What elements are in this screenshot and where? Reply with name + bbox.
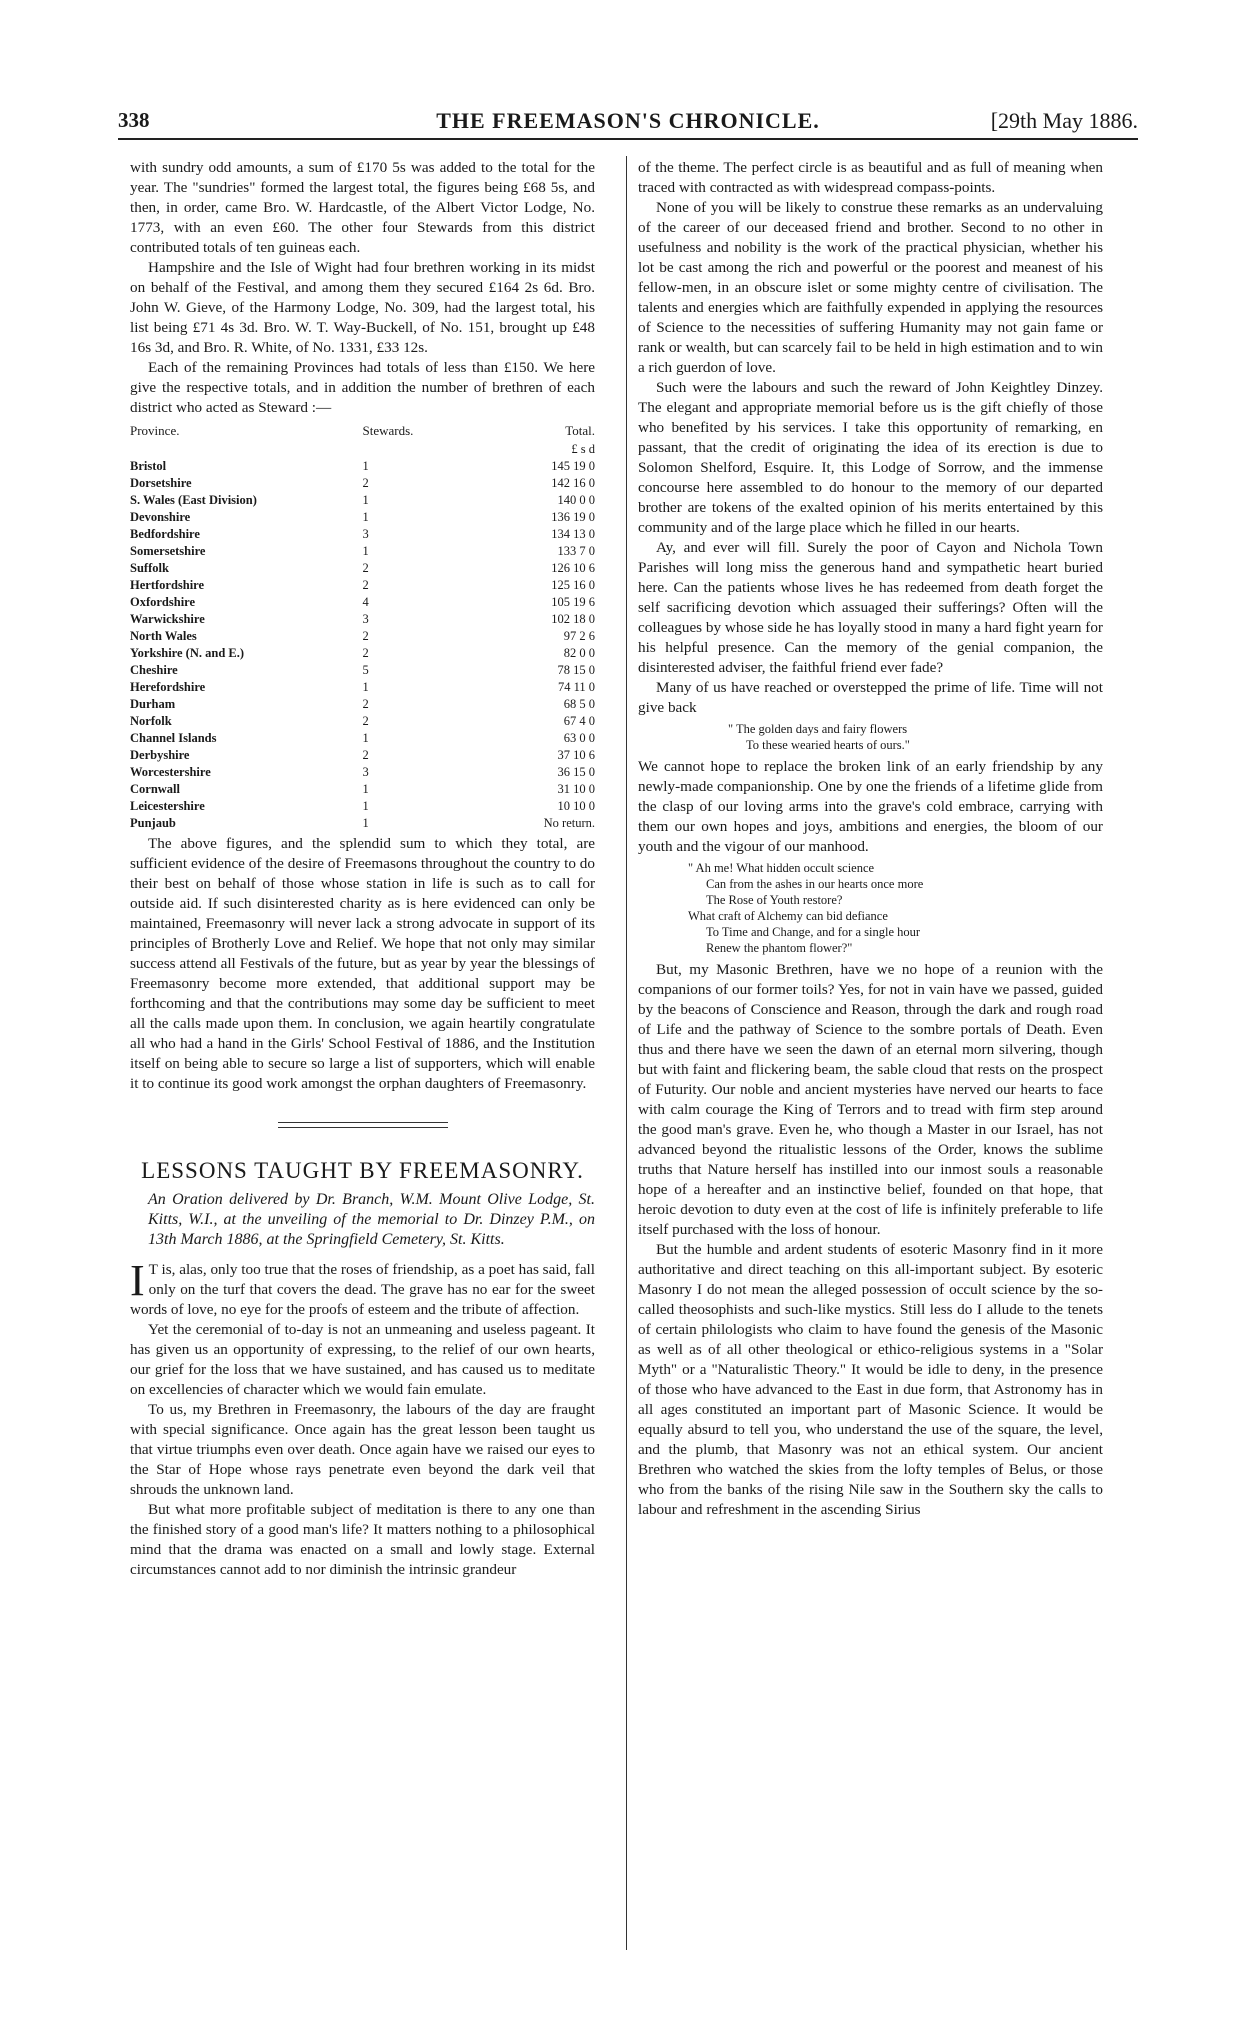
table-row (130, 577, 595, 594)
province-stewards-table (130, 422, 595, 832)
stewards-cell: 5 (362, 663, 369, 677)
opening-text: T is, alas, only too true that the roses of friendship, as a poet has said, fall only on the turf that covers the dead. The grave has no ear for the sweet words of love, no eye for the proofs of esteem and the tribute of affection. (130, 1261, 595, 1318)
table-row (130, 730, 595, 747)
table-row (130, 628, 595, 645)
paragraph: Many of us have reached or overstepped the prime of life. Time will not give back (638, 679, 1103, 716)
total-cell: 37 10 6 (557, 748, 595, 762)
right-column (638, 158, 1103, 1948)
total-cell: 136 19 0 (551, 510, 595, 524)
total-cell: 105 19 6 (551, 595, 595, 609)
province-cell: Leicestershire (130, 799, 205, 813)
stewards-cell: 1 (362, 816, 369, 830)
article-subheading: An Oration delivered by Dr. Branch, W.M. Mount Olive Lodge, St. Kitts, W.I., at the unveiling of the memorial to Dr. Dinzey P.M., on 13th March 1886, at the Springfield Cemetery, St. Kitts. (148, 1191, 595, 1248)
province-cell: Durham (130, 697, 176, 711)
stewards-cell: 2 (362, 646, 369, 660)
verse-line: Can from the ashes in our hearts once more (706, 877, 924, 891)
column-header-province: Province. (130, 423, 180, 438)
drop-cap: I (130, 1256, 145, 1305)
paragraph: Hampshire and the Isle of Wight had four brethren working in its midst on behalf of the Festival, and among them they secured £164 2s 6d. Bro. John W. Gieve, of the Harmony Lodge, No. 309, had the largest total, his list being £71 4s 3d. Bro. W. T. Way-Buckell, of No. 151, brought up £48 16s 3d, and Bro. R. White, of No. 1331, £33 12s. (130, 259, 595, 356)
verse-quote (638, 721, 1103, 753)
paragraph: None of you will be likely to construe these remarks as an undervaluing of the career of our deceased friend and brother. Second to no other in usefulness and nobility is the work of the practical physician, whether his lot be cast among the rich and powerful or the poorest and meanest of his fellow-men, in an obscure islet or some mighty centre of civilisation. The talents and energies which are faithfully expended in applying the resources of Science to the necessities of suffering Humanity may not gain fame or rank or wealth, but can scarcely fail to be held in high estimation and to win a rich guerdon of love. (638, 199, 1103, 376)
stewards-cell: 2 (362, 748, 369, 762)
verse-line: To these wearied hearts of ours." (746, 738, 910, 752)
stewards-cell: 3 (362, 612, 369, 626)
total-cell: 97 2 6 (563, 629, 595, 643)
table-row (130, 781, 595, 798)
province-cell: Herefordshire (130, 680, 206, 694)
stewards-cell: 4 (362, 595, 369, 609)
section-divider (278, 1122, 448, 1128)
table-row (130, 713, 595, 730)
province-cell: Bedfordshire (130, 527, 200, 541)
table-row (130, 645, 595, 662)
province-cell: Derbyshire (130, 748, 190, 762)
table-row (130, 526, 595, 543)
publication-title: THE FREEMASON'S CHRONICLE. (436, 108, 820, 133)
province-cell: Dorsetshire (130, 476, 192, 490)
table-row (130, 594, 595, 611)
stewards-cell: 2 (362, 714, 369, 728)
paragraph: But the humble and ardent students of esoteric Masonry find in it more authoritative and direct teaching on this all-important subject. By esoteric Masonry I do not mean the alleged possession of occult science by the so-called theosophists and such-like mystics. Still less do I allude to the tenets of certain philologists who claim to have found the genesis of the Masonic as well as of all other theological or ethico-religious systems in a "Solar Myth" or a "Naturalistic Theory." It would be idle to deny, in the presence of those who have advanced to the East in due form, that Astronomy has in all ages constituted an important part of Masonic Science. It would be equally absurd to tell you, who understand the use of the square, the level, and the plumb, that Masonry was not an ethical system. Our ancient Brethren who watched the skies from the lofty temples of Belus, or those who from the banks of the rising Nile saw in the Southern sky the calls to labour and refreshment in the ascending Sirius (638, 1241, 1103, 1518)
table-row (130, 543, 595, 560)
total-cell: No return. (543, 816, 595, 830)
stewards-cell: 2 (362, 561, 369, 575)
column-header-total: Total. (565, 423, 595, 438)
province-cell: Yorkshire (N. and E.) (130, 646, 245, 660)
stewards-cell: 2 (362, 578, 369, 592)
table-body (130, 458, 595, 832)
table-row (130, 679, 595, 696)
province-cell: Norfolk (130, 714, 172, 728)
province-cell: Somersetshire (130, 544, 206, 558)
province-cell: North Wales (130, 629, 197, 643)
province-cell: Warwickshire (130, 612, 205, 626)
paragraph: But what more profitable subject of meditation is there to any one than the finished story of a good man's life? It matters nothing to a philosophical mind that the drama was enacted on a small and lowly stage. External circumstances cannot add to nor diminish the intrinsic grandeur (130, 1501, 595, 1578)
stewards-cell: 1 (362, 799, 369, 813)
total-cell: 142 16 0 (551, 476, 595, 490)
total-cell: 82 0 0 (563, 646, 595, 660)
table-row (130, 611, 595, 628)
paragraph: To us, my Brethren in Freemasonry, the labours of the day are fraught with special significance. Once again has the great lesson been taught us that virtue triumphs even over death. Once again have we raised our eyes to the Star of Hope whose rays penetrate even beyond the dark veil that shrouds the unknown land. (130, 1401, 595, 1498)
total-cell: 125 16 0 (551, 578, 595, 592)
total-cell: 36 15 0 (557, 765, 595, 779)
opening-paragraph (130, 1256, 595, 1320)
verse-line: " The golden days and fairy flowers (728, 722, 908, 736)
stewards-cell: 1 (362, 731, 369, 745)
paragraph: We cannot hope to replace the broken link of an early friendship by any newly-made companionship. One by one the friends of a lifetime glide from the clasp of our loving arms into the grave's cold embrace, carrying with them our own hopes and joys, ambitions and energies, the bloom of our youth and the vigour of our manhood. (638, 758, 1103, 855)
total-cell: 140 0 0 (557, 493, 595, 507)
total-cell: 67 4 0 (563, 714, 595, 728)
stewards-cell: 1 (362, 510, 369, 524)
column-rule (626, 156, 627, 1950)
verse-line: To Time and Change, and for a single hour (706, 925, 921, 939)
total-cell: 102 18 0 (551, 612, 595, 626)
province-cell: S. Wales (East Division) (130, 493, 257, 507)
province-cell: Punjaub (130, 816, 176, 830)
province-cell: Devonshire (130, 510, 191, 524)
paragraph: Yet the ceremonial of to-day is not an unmeaning and useless pageant. It has given us an opportunity of expressing, to the relief of our own hearts, our grief for the loss that we have sustained, and has caused us to meditate on excellencies of character which we would fain emulate. (130, 1321, 595, 1398)
total-cell: 134 13 0 (551, 527, 595, 541)
stewards-cell: 3 (362, 765, 369, 779)
verse-line: " Ah me! What hidden occult science (688, 861, 875, 875)
paragraph: with sundry odd amounts, a sum of £170 5s was added to the total for the year. The "sundries" formed the largest total, the figures being £68 5s, and then, in order, came Bro. W. Hardcastle, of the Albert Victor Lodge, No. 1773, with an even £60. The other four Stewards from this district contributed totals of ten guineas each. (130, 159, 595, 256)
province-cell: Cornwall (130, 782, 180, 796)
total-cell: 10 10 0 (557, 799, 595, 813)
paragraph: But, my Masonic Brethren, have we no hope of a reunion with the companions of our former toils? Yes, for not in vain have we passed, guided by the beacons of Conscience and Reason, through the dark and rough road of Life and the pathway of Science to the sombre portals of Death. Even thus and there have we seen the dawn of an eternal morn silvering, though but with faint and flickering beam, the sable cloud that rests on the prospect of Futurity. Our noble and ancient mysteries have nerved our hearts to face with calm courage the King of Terrors and to tread with firm step around the good man's grave. Even he, who though a Master in our Israel, has not advanced beyond the ritualistic lessons of the Order, knows the sublime truths that Nature herself has instilled into our inmost souls a reasonable hope of a hereafter and an instinctive belief, founded on that hope, that heroic devotion to duty even at the cost of life is infinitely preferable to life itself purchased with the loss of honour. (638, 961, 1103, 1238)
verse-line: What craft of Alchemy can bid defiance (688, 909, 888, 923)
paragraph: The above figures, and the splendid sum to which they total, are sufficient evidence of the desire of Freemasons throughout the country to do their best on behalf of those whose station in life is such as to call for outside aid. If such disinterested charity as is here evidenced can only be maintained, Freemasonry will never lack a strong advocate in support of its principles of Brotherly Love and Relief. We hope that not only may similar success attend all Festivals of the future, but as year by year the blessings of Freemasonry become more extended, that additional support may be forthcoming and that the contributions may some day be sufficient to meet all the calls made upon them. In conclusion, we again heartily congratulate all who had a hand in the Girls' School Festival of 1886, and the Institution itself on being able to secure so large a list of supporters, which will enable it to continue its good work amongst the orphan daughters of Freemasonry. (130, 835, 595, 1092)
stewards-cell: 3 (362, 527, 369, 541)
stewards-cell: 2 (362, 476, 369, 490)
table-row (130, 747, 595, 764)
table-row (130, 662, 595, 679)
total-cell: 74 11 0 (557, 680, 595, 694)
left-column (130, 158, 595, 1948)
total-cell: 133 7 0 (557, 544, 595, 558)
page-header (118, 108, 1138, 142)
table-row (130, 696, 595, 713)
province-cell: Suffolk (130, 561, 169, 575)
total-cell: 63 0 0 (563, 731, 595, 745)
paragraph: Ay, and ever will fill. Surely the poor of Cayon and Nichola Town Parishes will long miss the generous hand and sympathetic heart buried here. Can the patients whose lives he has redeemed from death forget the self sacrificing devotion which assuaged their sufferings? Often will the colleagues by whose side he has loyally stood in many a hard fight yearn for his helpful presence. Can the memory of the genial companion, the disinterested adviser, the faithful friend ever fade? (638, 539, 1103, 676)
column-header-stewards: Stewards. (362, 423, 414, 438)
stewards-cell: 1 (362, 782, 369, 796)
province-cell: Bristol (130, 459, 167, 473)
province-cell: Hertfordshire (130, 578, 205, 592)
total-cell: 68 5 0 (563, 697, 595, 711)
province-cell: Channel Islands (130, 731, 217, 745)
stewards-cell: 1 (362, 493, 369, 507)
table-row (130, 509, 595, 526)
verse-line: The Rose of Youth restore? (706, 893, 843, 907)
paragraph: Each of the remaining Provinces had totals of less than £150. We here give the respective totals, and in addition the number of brethren of each district who acted as Steward :— (130, 359, 595, 416)
total-cell: 126 10 6 (551, 561, 595, 575)
total-cell: 31 10 0 (557, 782, 595, 796)
stewards-cell: 2 (362, 629, 369, 643)
header-rule (118, 138, 1138, 140)
table-row (130, 475, 595, 492)
stewards-cell: 1 (362, 544, 369, 558)
province-cell: Cheshire (130, 663, 178, 677)
total-cell: 78 15 0 (557, 663, 595, 677)
currency-units: £ s d (571, 442, 595, 456)
article-heading: LESSONS TAUGHT BY FREEMASONRY. (141, 1158, 584, 1183)
province-cell: Worcestershire (130, 765, 211, 779)
province-cell: Oxfordshire (130, 595, 196, 609)
stewards-cell: 1 (362, 459, 369, 473)
page-number: 338 (118, 108, 150, 132)
verse-line: Renew the phantom flower?" (706, 941, 853, 955)
total-cell: 145 19 0 (551, 459, 595, 473)
stewards-cell: 1 (362, 680, 369, 694)
verse-quote (638, 860, 1103, 956)
issue-date: [29th May 1886. (990, 108, 1138, 133)
table-row (130, 458, 595, 475)
table-row (130, 815, 595, 832)
paragraph: of the theme. The perfect circle is as beautiful and as full of meaning when traced with contracted as with widespread compass-points. (638, 159, 1103, 196)
table-row (130, 798, 595, 815)
table-row (130, 560, 595, 577)
table-row (130, 492, 595, 509)
paragraph: Such were the labours and such the reward of John Keightley Dinzey. The elegant and appropriate memorial before us is the gift chiefly of those who benefited by his services. I take this opportunity of remarking, en passant, that the credit of originating the idea of its erection is due to Solomon Shelford, Esquire. It, this Lodge of Sorrow, and the immense concourse here assembled to do honour to the memory of our departed brother are tokens of the exalted opinion of his merits entertained by this community and of the large place which he filled in our hearts. (638, 379, 1103, 536)
stewards-cell: 2 (362, 697, 369, 711)
table-row (130, 764, 595, 781)
